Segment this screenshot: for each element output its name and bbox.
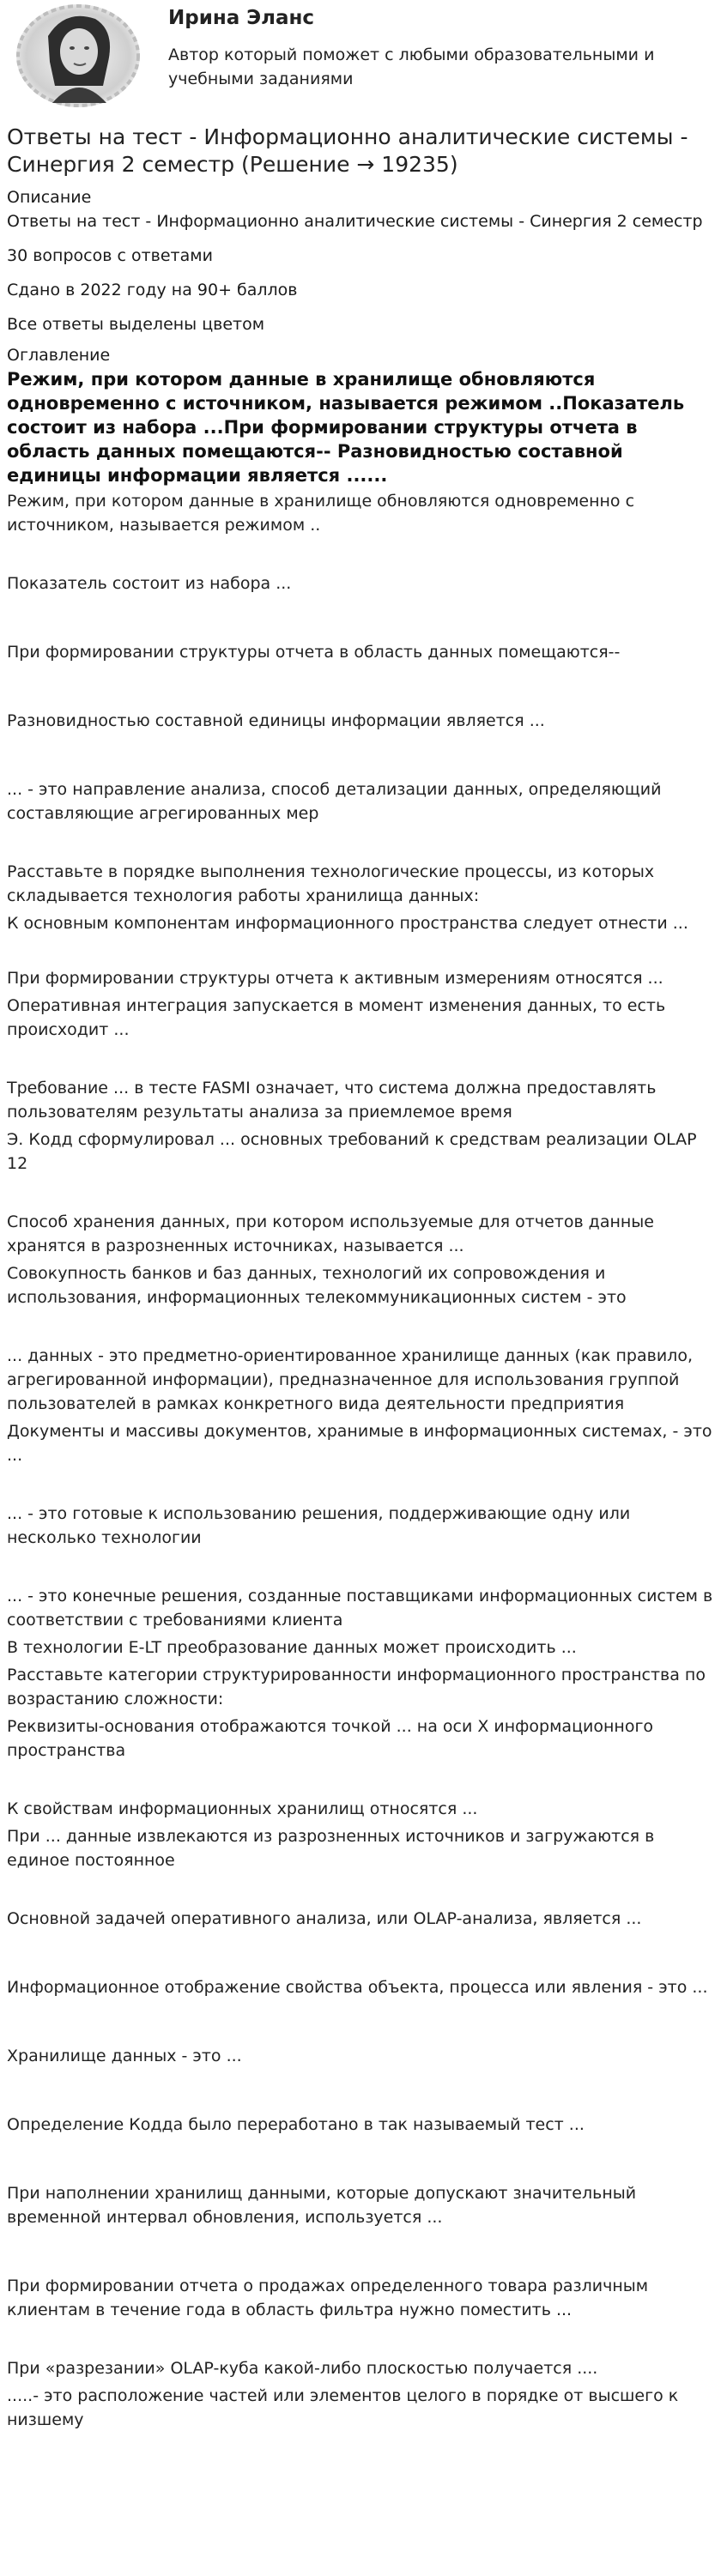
author-avatar [14, 2, 142, 110]
description-label: Описание [7, 188, 92, 207]
question-item: В технологии E-LT преобразование данных может происходить ... [7, 1638, 577, 1657]
question-item: Оперативная интеграция запускается в момент изменения данных, то есть происходит ... [7, 996, 666, 1039]
question-item: Основной задачей оперативного анализа, или OLAP-анализа, является ... [7, 1909, 642, 1928]
question-item: ... - это направление анализа, способ детализации данных, определяющий составляющие агрегированных мер [7, 780, 662, 823]
question-item: Совокупность банков и баз данных, технологий их сопровождения и использования, информационных телекоммуникационных систем - это [7, 1264, 627, 1307]
description-line: Ответы на тест - Информационно аналитические системы - Синергия 2 семестр [7, 212, 703, 231]
description-line: Сдано в 2022 году на 90+ баллов [7, 281, 298, 299]
question-item: ... - это готовые к использованию решения, поддерживающие одну или несколько технологии [7, 1504, 631, 1547]
question-item: .....- это расположение частей или элементов целого в порядке от высшего к низшему [7, 2386, 679, 2429]
question-item: Хранилище данных - это ... [7, 2047, 242, 2065]
question-item: Способ хранения данных, при котором используемые для отчетов данные хранятся в разрозненных источниках, называется ... [7, 1212, 654, 1255]
author-description: Автор который поможет с любыми образовательными и учебными заданиями [168, 45, 655, 88]
question-item: Документы и массивы документов, хранимые в информационных системах, - это ... [7, 1422, 712, 1465]
question-item: Режим, при котором данные в хранилище обновляются одновременно с источником, называется режимом .. [7, 492, 635, 535]
question-item: Реквизиты-основания отображаются точкой ... на оси X информационного пространства [7, 1717, 654, 1760]
question-list [7, 489, 720, 2432]
question-item: Требование ... в тесте FASMI означает, что система должна предоставлять пользователям результаты анализа за приемлемое время [7, 1079, 657, 1122]
question-item: При формировании структуры отчета в область данных помещаются-- [7, 643, 621, 662]
toc-label: Оглавление [7, 346, 111, 365]
question-item: К основным компонентам информационного пространства следует отнести ... [7, 914, 688, 933]
toc-summary: Режим, при котором данные в хранилище обновляются одновременно с источником, называется режимом ..Показатель состоит из набора ...При формировании структуры отчета в область данных помещаются-- Разновидностью составной единицы информации является ...... [7, 369, 685, 486]
question-item: Расставьте категории структурированности информационного пространства по возрастанию сложности: [7, 1666, 706, 1708]
author-card [7, 0, 720, 120]
question-item: Информационное отображение свойства объекта, процесса или явления - это ... [7, 1978, 708, 1997]
question-item: Э. Кодд сформулировал ... основных требований к средствам реализации OLAP 12 [7, 1130, 697, 1173]
question-item: ... данных - это предметно-ориентированное хранилище данных (как правило, агрегированной информации), предназначенное для использования группой пользователей в рамках конкретного вида деятельности предприятия [7, 1346, 693, 1413]
question-item: Расставьте в порядке выполнения технологические процессы, из которых складывается технология работы хранилища данных: [7, 862, 655, 905]
question-item: При «разрезании» OLAP-куба какой-либо плоскостью получается .... [7, 2359, 598, 2378]
author-name: Ирина Эланс [168, 7, 315, 29]
question-item: ... - это конечные решения, созданные поставщиками информационных систем в соответствии с требованиями клиента [7, 1587, 713, 1630]
question-item: Показатель состоит из набора ... [7, 574, 292, 593]
question-item: При ... данные извлекаются из разрозненных источников и загружаются в единое постоянное [7, 1827, 655, 1870]
question-item: К свойствам информационных хранилищ относятся ... [7, 1799, 478, 1818]
question-item: При формировании отчета о продажах определенного товара различным клиентам в течение года в область фильтра нужно поместить ... [7, 2277, 649, 2319]
description-line: Все ответы выделены цветом [7, 315, 265, 334]
question-item: Определение Кодда было переработано в так называемый тест ... [7, 2115, 585, 2134]
question-item: При наполнении хранилищ данными, которые допускают значительный временной интервал обновления, используется ... [7, 2184, 637, 2227]
question-item: При формировании структуры отчета к активным измерениям относятся ... [7, 969, 663, 988]
question-item: Разновидностью составной единицы информации является ... [7, 711, 545, 730]
description-line: 30 вопросов с ответами [7, 246, 213, 265]
page-title: Ответы на тест - Информационно аналитические системы - Синергия 2 семестр (Решение → 19235) [7, 124, 688, 177]
